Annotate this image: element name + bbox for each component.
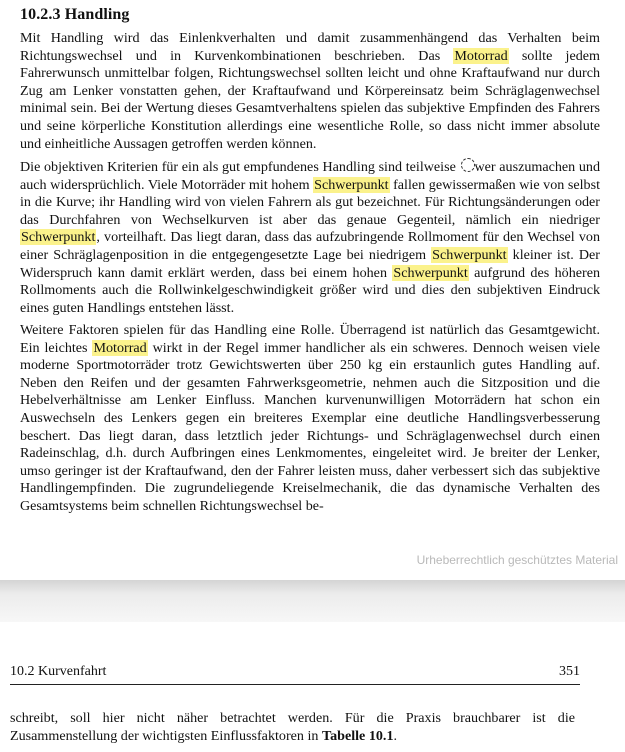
- search-highlight: Schwerpunkt: [314, 176, 389, 193]
- paragraph-2: [20, 158, 600, 317]
- search-highlight: Schwerpunkt: [393, 264, 468, 281]
- section-heading: 10.2.3 Handling: [20, 6, 130, 23]
- text-run: Weitere Faktoren spielen für das Handling eine Rolle. Überragend ist natürlich das Gesamtgewicht. Ein leichtes: [20, 322, 600, 356]
- text-run: Mit Handling wird das Einlenkverhalten und damit zusammenhängend das Verhalten beim Richtungswechsel und in Kurvenkombinationen beschrieben. Das: [20, 30, 600, 64]
- search-highlight: Motorrad: [93, 339, 147, 356]
- search-highlight: Schwerpunkt: [21, 229, 96, 246]
- paragraph-3: [20, 322, 600, 516]
- paragraph-4: [10, 709, 575, 745]
- search-highlight: Schwerpunkt: [432, 246, 507, 263]
- text-run: .: [393, 728, 398, 744]
- text-run: kleiner ist. Der Widerspruch kann damit erklärt werden, dass bei einem hohen: [20, 246, 601, 281]
- table-reference: Tabelle 10.1: [321, 728, 394, 744]
- text-run: wirkt in der Regel immer handlicher als ein schweres. Dennoch weisen viele moderne Sportmotorräder trotz Gewichtswerten über 250 kg ein erstaunlich gutes Handling auf. Neben den Reifen und der gesamten Fahrwerksgeometrie, nehmen auch die Sitzposition und die Hebelverhältnisse am Lenker Einfluss. Manchen kurvenunwilligen Motorrädern hat schon ein Auswechseln des Lenkers gegen ein breiteres Exemplar eine deutliche Handlingsverbesserung beschert. Das liegt daran, dass letztlich jeder Richtungs- und Schräglagenwechsel durch einen Radeinschlag, d.h. durch Aufbringen eines Lenkmomentes, eingeleitet wird. Je breiter der Lenker, umso geringer ist der Kraftaufwand, den der Fahrer leisten muss, daher verbessert sich das subjektive Handlingempfinden. Die zugrundeliegende Kreiselmechanik, die das dynamische Verhalten des Gesamtsystems beim schnellen Richtungswechsel be-: [20, 339, 600, 514]
- mouse-cursor-icon: [461, 158, 475, 172]
- text-run: schreibt, soll hier nicht näher betrachtet werden. Für die Praxis brauchbarer ist die Zusammenstellung der wichtigsten Einflussfaktoren in: [10, 710, 575, 744]
- running-head-title: 10.2 Kurvenfahrt: [10, 664, 107, 679]
- text-run: , vorteilhaft. Das liegt daran, dass das aufzubringende Rollmoment für den Wechsel von einer Schräglagenposition in die entgegengesetzte Lage bei niedrigem: [20, 229, 600, 263]
- text-run: fallen gewissermaßen wie von selbst in die Kurve; ihr Handling wird von vielen Fahrern als gut bezeichnet. Für Richtungsänderungen oder das Durchfahren von Wechselkurven ist aber das genaue Gegenteil, nämlich ein niedriger: [20, 176, 600, 228]
- copyright-watermark: Urheberrechtlich geschütztes Material: [416, 553, 618, 567]
- text-run: sollte jedem Fahrerwunsch unmittelbar folgen, Richtungswechsel sollten leicht und ohne Kraftaufwand nur durch Zug am Lenker vonstatten gehen, der Kraftaufwand und Körpereinsatz beim Schräglagenwechsel minimal sein. Bei der Wertung dieses Gesamtverhaltens spielen das subjektive Empfinden des Fahrers und seine körperliche Konstitution allerdings eine wesentliche Rolle, so dass nicht immer absolute und einheitliche Aussagen getroffen werden können.: [20, 47, 600, 152]
- header-rule: [10, 684, 580, 685]
- search-highlight: Motorrad: [454, 47, 508, 64]
- page-separator: [0, 580, 625, 622]
- text-run: wer auszumachen und auch widersprüchlich. Viele Motorräder mit hohem: [20, 159, 601, 193]
- text-run: aufgrund des höheren Rollmoments auch die Rollwinkelgeschwindigkeit größer wird und dies den subjektiven Eindruck eines guten Handlings entstehen lässt.: [20, 264, 600, 316]
- page-number: 351: [559, 664, 580, 679]
- text-run: Die objektiven Kriterien für ein als gut empfundenes Handling sind teilweise: [20, 159, 460, 175]
- paragraph-1: [20, 30, 600, 153]
- running-head: [10, 664, 580, 680]
